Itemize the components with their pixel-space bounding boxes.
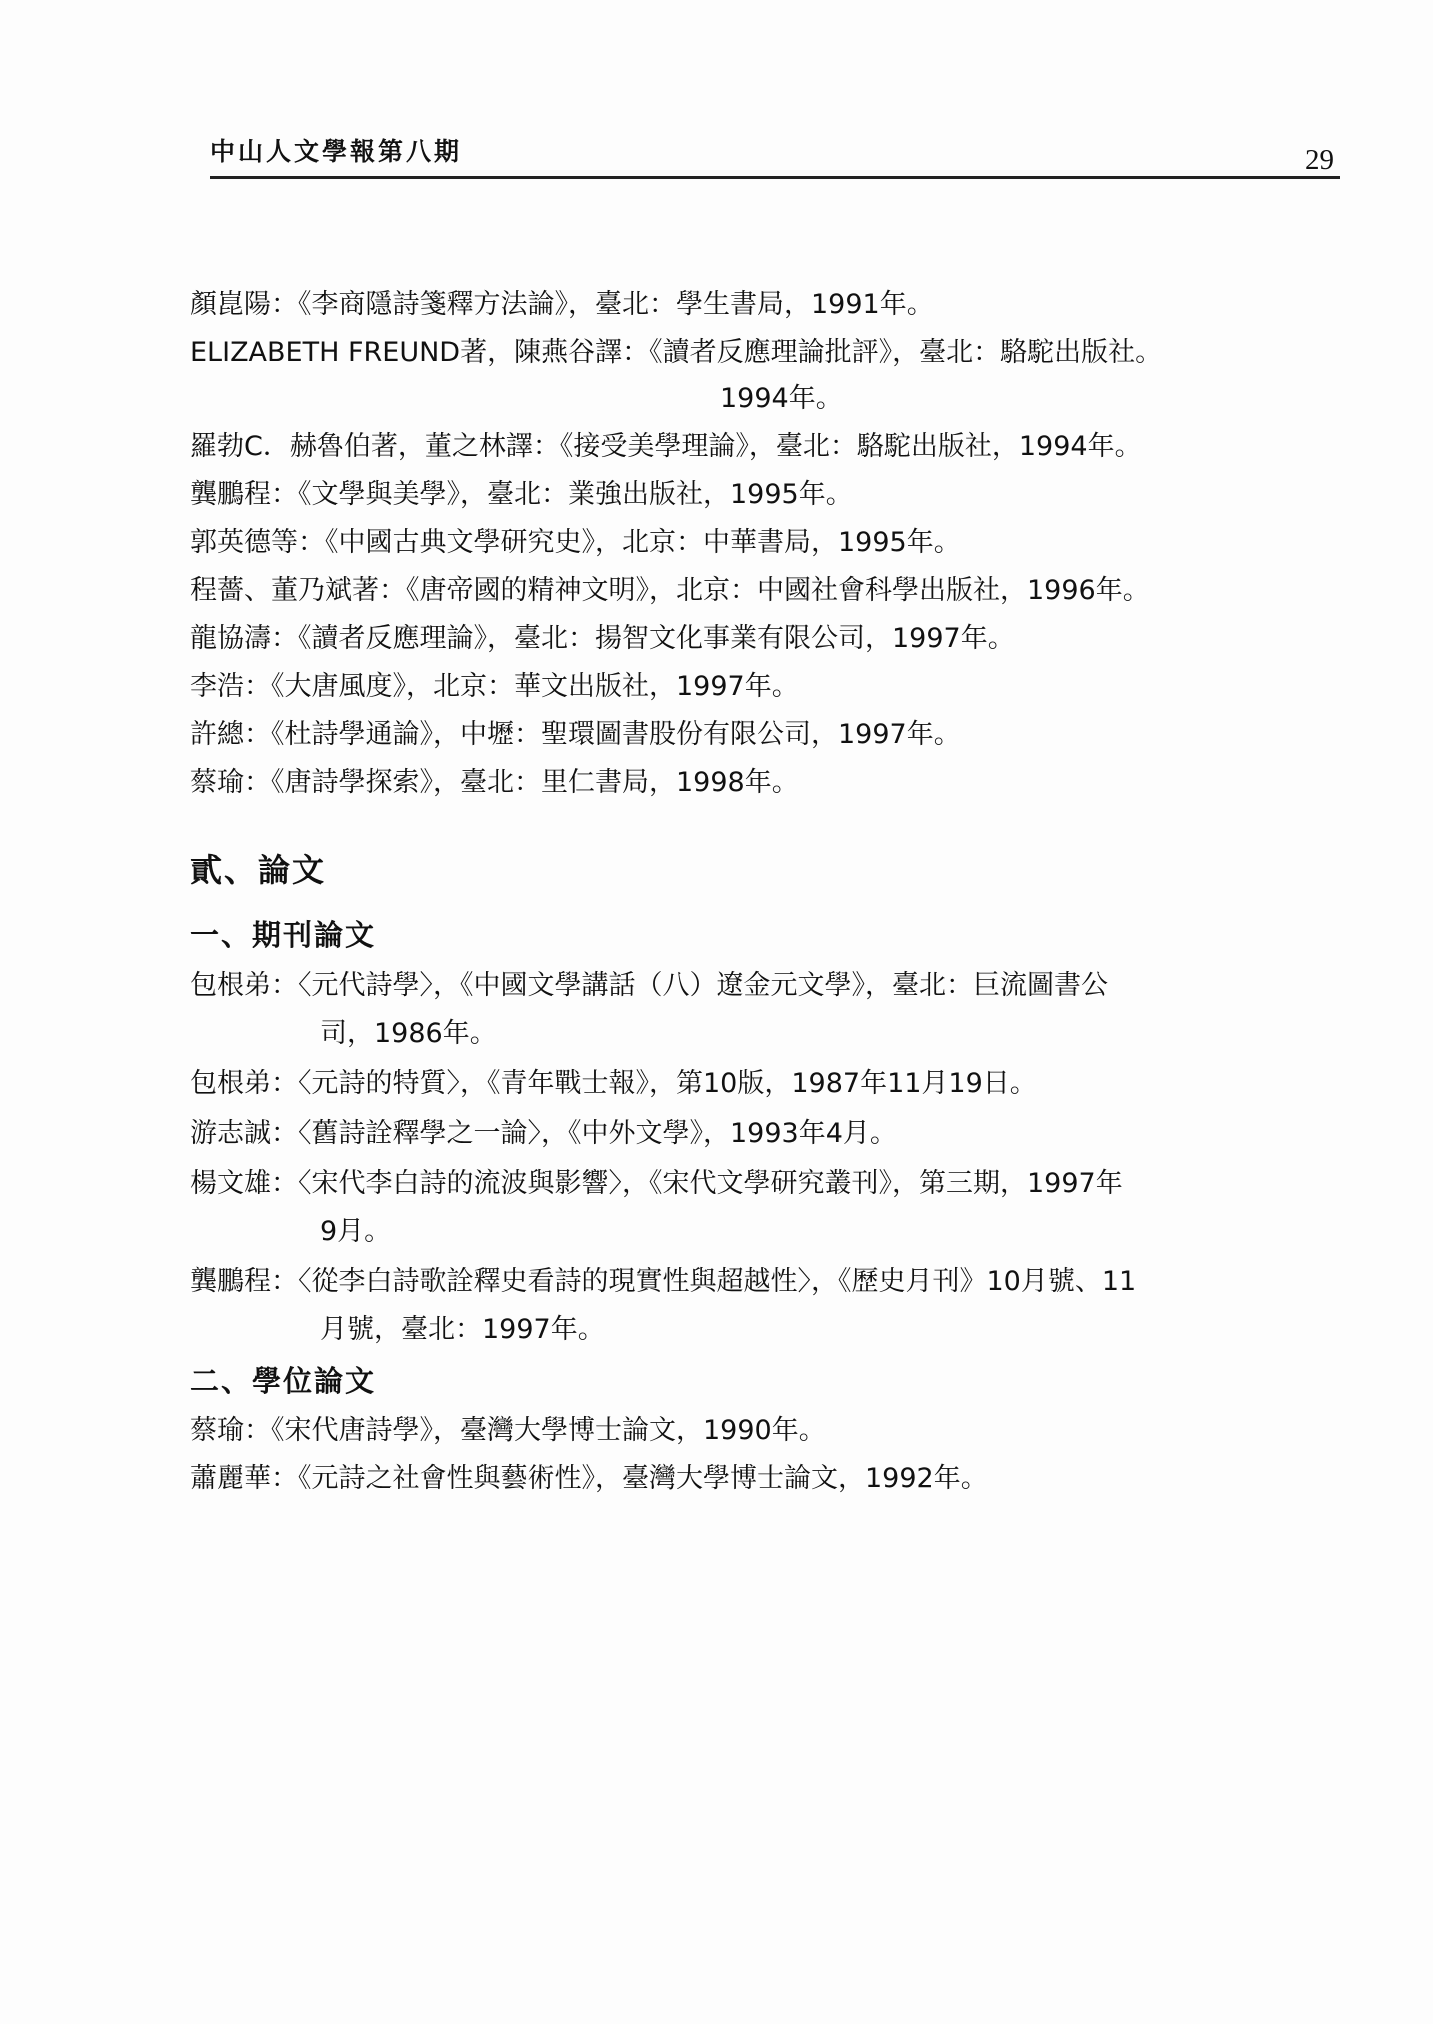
running-header: [210, 130, 1340, 179]
reference-entry: 羅勃C．赫魯伯著，董之林譯：《接受美學理論》，臺北：駱駝出版社，1994年。: [190, 431, 1142, 462]
reference-entry: 蕭麗華：《元詩之社會性與藝術性》，臺灣大學博士論文，1992年。: [190, 1463, 988, 1494]
reference-entry: 包根弟：〈元代詩學〉，《中國文學講話（八）遼金元文學》，臺北：巨流圖書公 司，1986年。: [190, 970, 1108, 1049]
reference-entry: 李浩：《大唐風度》，北京：華文出版社，1997年。: [190, 671, 799, 702]
reference-entry: 郭英德等：《中國古典文學研究史》，北京：中華書局，1995年。: [190, 527, 961, 558]
subsection-heading-dissertations: 二、學位論文: [190, 1364, 377, 1398]
reference-entry: 蔡瑜：《唐詩學探索》，臺北：里仁書局，1998年。: [190, 767, 799, 798]
reference-entry: 龔鵬程：《文學與美學》，臺北：業強出版社，1995年。: [190, 479, 853, 510]
bibliography-body: [190, 282, 1340, 1504]
reference-entry: 顏崑陽：《李商隱詩箋釋方法論》，臺北：學生書局，1991年。: [190, 289, 934, 320]
reference-entry: 龍協濤：《讀者反應理論》，臺北：揚智文化事業有限公司，1997年。: [190, 623, 1015, 654]
reference-entry: 楊文雄：〈宋代李白詩的流波與影響〉，《宋代文學研究叢刊》，第三期，1997年 9月。: [190, 1168, 1123, 1247]
subsection-heading-journal-papers: 一、期刊論文: [190, 918, 377, 952]
journal-title: 中山人文學報第八期: [210, 137, 463, 166]
page-number: 29: [1305, 144, 1334, 176]
reference-entry: 程薔、董乃斌著：《唐帝國的精神文明》，北京：中國社會科學出版社，1996年。: [190, 575, 1150, 606]
dissertation-references: [190, 1408, 1340, 1502]
journal-paper-references: [190, 962, 1340, 1354]
book-references: [190, 282, 1340, 806]
reference-entry: ELIZABETH FREUND著，陳燕谷譯：《讀者反應理論批評》，臺北：駱駝出版社。 1994年。: [190, 337, 1163, 414]
reference-entry: 包根弟：〈元詩的特質〉，《青年戰士報》，第10版，1987年11月19日。: [190, 1068, 1037, 1099]
reference-entry: 游志誠：〈舊詩詮釋學之一論〉，《中外文學》，1993年4月。: [190, 1118, 897, 1149]
reference-entry: 龔鵬程：〈從李白詩歌詮釋史看詩的現實性與超越性〉，《歷史月刊》10月號、11 月號，臺北：1997年。: [190, 1266, 1137, 1345]
section-heading-papers: 貳、論文: [190, 851, 327, 889]
reference-entry: 許總：《杜詩學通論》，中壢：聖環圖書股份有限公司，1997年。: [190, 719, 961, 750]
reference-entry: 蔡瑜：《宋代唐詩學》，臺灣大學博士論文，1990年。: [190, 1415, 826, 1446]
